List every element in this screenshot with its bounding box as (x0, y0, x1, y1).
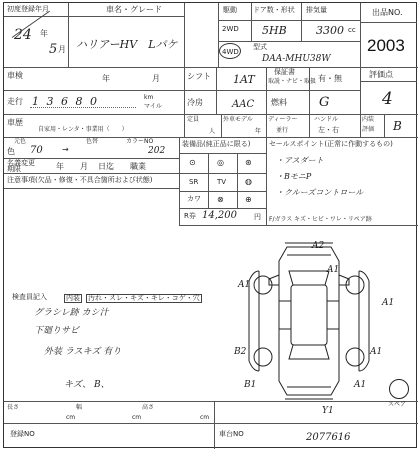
sales-points-title: セールスポイント(正常に作動するもの) (269, 140, 393, 148)
chassis-no-value: 2077616 (306, 432, 351, 443)
inspector-marks: 汚れ・スレ・キズ・キレ・コゲ・穴 (88, 294, 200, 302)
history-options: 自家用・レンタ・事業用（ ） (38, 126, 128, 133)
original-color-label: 色 (7, 147, 15, 156)
equipment-recycle-value: 14,200 (202, 210, 237, 221)
height-unit: cm (200, 414, 210, 421)
interior-sub: 評価 (362, 126, 375, 133)
displacement-value: 3300 (316, 24, 344, 37)
damage-mark: B1 (244, 380, 257, 390)
score-value: 4 (382, 89, 393, 109)
door-value: 5HB (262, 24, 287, 37)
name-change-year: 年 (56, 162, 64, 171)
dealer-sub: 並行 (276, 127, 289, 134)
mileage-dots (30, 107, 136, 108)
equipment-cd-icon: ◎ (217, 158, 224, 167)
equipment-leather: カワ (187, 195, 201, 203)
first-reg-label: 初度登録年月 (7, 5, 49, 13)
ac-value: AAC (232, 99, 255, 110)
km-label: km (144, 94, 154, 101)
inspector-note: 下廻りサビ (34, 326, 80, 336)
color-change-label: 色替 (86, 138, 99, 145)
color-no-label: カラーNO (126, 138, 154, 145)
exhibit-no-value: 2003 (367, 36, 405, 55)
equipment-tv: TV (217, 178, 227, 186)
color-model-unit: 年 (255, 128, 262, 135)
glass-label: F/ガラス (269, 216, 293, 223)
original-color-sub: 元色 (14, 138, 27, 145)
name-change-month: 月 (80, 162, 88, 171)
mile-label: マイル (144, 103, 162, 110)
height-label: 高さ (142, 404, 155, 411)
cc-label: cc (348, 26, 356, 34)
equipment-recycle-unit: 円 (254, 213, 261, 221)
drive-4wd-circle (219, 43, 241, 59)
equipment-title: 装備品(純正品に限る) (182, 140, 251, 148)
damage-mark: A1 (370, 347, 383, 357)
drive-4wd: 4WD (222, 48, 239, 56)
shift-value: 1AT (233, 73, 255, 86)
sales-point-item: ・アスダート (276, 156, 324, 165)
fuel-value: G (319, 95, 330, 110)
first-reg-month-unit: 月 (58, 45, 66, 54)
score-label: 評価点 (369, 70, 393, 79)
mileage-label: 走行 (7, 97, 23, 106)
spare-label: スペア (388, 401, 407, 408)
length-unit: cm (66, 414, 76, 421)
name-change-sub: 期限 (7, 165, 21, 173)
equipment-sr: SR (189, 178, 199, 186)
displacement-label: 排気量 (306, 6, 327, 14)
handle-label: ハンドル (314, 116, 339, 123)
notes-label: 注意事項(欠品・修復・不具合箇所および状態) (7, 176, 153, 184)
exhibit-no-label: 出品NO. (372, 8, 403, 17)
model-label: 型式 (253, 43, 267, 51)
first-reg-era: 24 (14, 27, 32, 43)
chassis-no-label: 車台NO (219, 430, 244, 438)
color-no-value: 202 (148, 146, 166, 156)
dealer-label: ディーラー (268, 116, 298, 123)
warranty-sub: 取説・ナビ・取扱 (268, 78, 317, 85)
door-label: ドア数・形状 (253, 6, 295, 14)
shaken-year-unit: 年 (102, 74, 110, 83)
name-change-day: 日迄 (98, 162, 114, 171)
equipment-abs-icon: ⊗ (217, 195, 224, 204)
name-change-label: 名義変更 (7, 159, 35, 167)
color-model-label: 外車モデル (223, 116, 253, 123)
warranty-label: 保証書 (274, 68, 295, 76)
damage-mark: A1 (354, 380, 367, 390)
warranty-value: 有・無 (318, 74, 342, 83)
damage-mark: B2 (234, 347, 247, 357)
fuel-label: 燃料 (271, 98, 287, 107)
interior-label: 内装 (362, 116, 375, 123)
history-label: 車歴 (7, 118, 23, 127)
damage-mark: A1 (327, 265, 340, 275)
capacity-label: 定員 (187, 116, 200, 123)
width-unit: cm (132, 414, 142, 421)
damage-mark: Y1 (322, 406, 334, 416)
inspector-note: 外装 ラスキズ 有り (44, 347, 122, 357)
handle-value: 左・右 (318, 126, 339, 134)
width-label: 幅 (76, 404, 83, 411)
first-reg-month: 5 (49, 42, 58, 57)
damage-mark: A1 (238, 280, 251, 290)
shift-label: シフト (187, 72, 211, 81)
length-label: 長さ (7, 404, 20, 411)
carname-value: ハリアーHV Lパケ (76, 38, 178, 51)
interior-value: B (393, 119, 402, 133)
equipment-recycle-label: R券 (184, 212, 196, 220)
color-arrow: → (62, 145, 69, 154)
inspector-interior-label: 内装 (66, 294, 80, 302)
ac-label: 冷房 (187, 98, 203, 107)
auction-sheet (3, 2, 417, 448)
spare-tire-icon (389, 379, 409, 399)
original-color-value: 70 (30, 145, 43, 156)
model-value: DAA-MHU38W (262, 54, 331, 64)
carname-label: 車名・グレード (106, 5, 162, 14)
equipment-aw-icon: ⊕ (245, 195, 252, 204)
inspector-note: グラシレ跡 カシ汁 (34, 308, 109, 318)
capacity-unit: 人 (209, 128, 216, 135)
shaken-month-unit: 月 (152, 74, 160, 83)
car-diagram (239, 241, 379, 401)
equipment-airbag-icon: ◍ (245, 177, 252, 186)
mileage-value: 1 3 6 8 0 (32, 95, 99, 108)
sales-point-item: ・BモニP (276, 172, 312, 181)
equipment-nav-icon: ⊛ (245, 158, 252, 167)
glass-options: キズ・ヒビ・ワレ・リペア跡 (294, 216, 372, 223)
damage-mark: A1 (382, 298, 395, 308)
inspector-note: キズ、 B、 (64, 380, 110, 390)
registration-no-label: 登録NO (10, 430, 35, 438)
sales-point-item: ・クルーズコントロール (276, 188, 364, 197)
first-reg-year-unit: 年 (40, 29, 48, 38)
drive-2wd: 2WD (222, 25, 239, 33)
damage-mark: A2 (312, 241, 325, 251)
occupation-label: 職業 (130, 162, 146, 171)
equipment-radio-icon: ⊙ (189, 158, 196, 167)
inspector-label: 検査員記入 (12, 293, 47, 301)
shaken-label: 車検 (7, 71, 23, 80)
drive-label: 駆動 (223, 6, 237, 14)
